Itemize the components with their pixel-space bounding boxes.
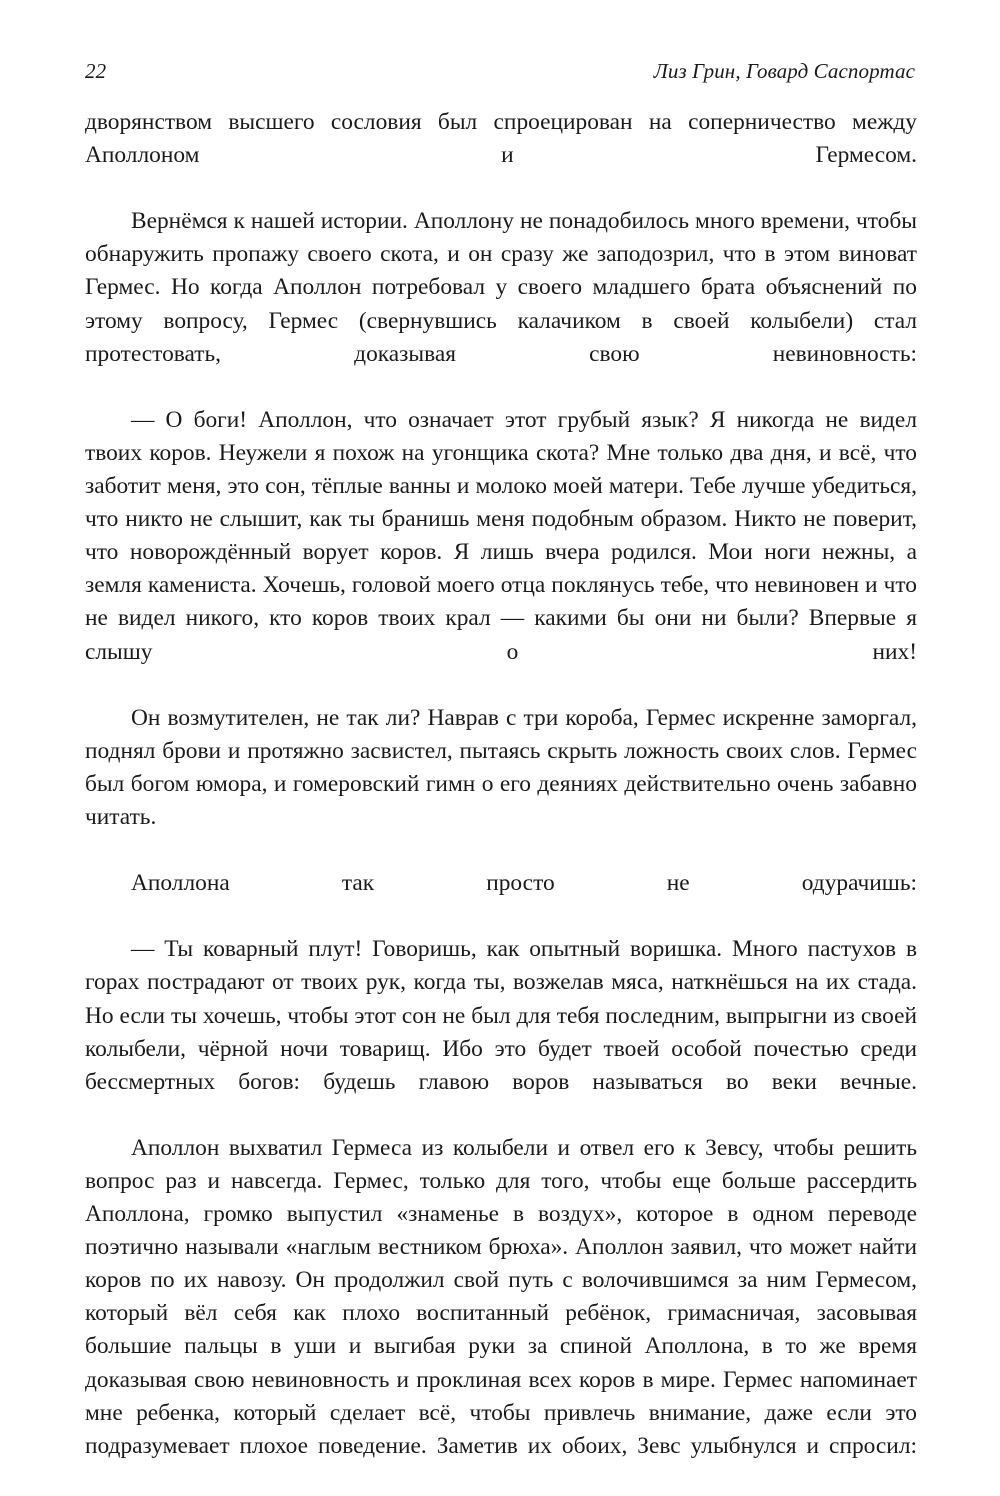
paragraph: Он возмутителен, не так ли? Наврав с три короба, Гермес искренне заморгал, поднял брови и протяжно засвистел, пытаясь скрыть ложность своих слов. Гермес был богом юмора, и гомеровский гимн о его деяниях действительно очень забавно читать. bbox=[85, 704, 917, 830]
running-head bbox=[85, 56, 915, 86]
paragraph: — Ты коварный плут! Говоришь, как опытный воришка. Много пастухов в горах пострадают от твоих рук, когда ты, возжелав мяса, наткнёшься на их стада. Но если ты хочешь, чтобы этот сон не был для тебя последним, выпрыгни из своей колыбели, чёрной ночи товарищ. Ибо это будет твоей особой почестью среди бессмертных богов: будешь главою воров называться во веки вечные. bbox=[85, 936, 917, 1095]
page-number: 22 bbox=[85, 59, 107, 83]
paragraph: Аполлон выхватил Гермеса из колыбели и отвел его к Зевсу, чтобы решить вопрос раз и навсегда. Гермес, только для того, чтобы еще больше рассердить Аполлона, громко выпустил «знаменье в воздух», которое в одном переводе поэтично называли «наглым вестником брюха». Аполлон заявил, что может найти коров по их навозу. Он продолжил свой путь с волочившимся за ним Гермесом, который вёл себя как плохо воспитанный ребёнок, гримасничая, засовывая большие пальцы в уши и выгибая руки за спиной Аполлона, в то же время доказывая свою невиновность и проклиная всех коров в мире. Гермес напоминает мне ребенка, который сделает всё, чтобы привлечь внимание, даже если это подразумевает плохое поведение. Заметив их обоих, Зевс улыбнулся и спросил: bbox=[85, 1134, 917, 1459]
paragraph: — О боги! Аполлон, что означает этот грубый язык? Я никогда не видел твоих коров. Неужели я похож на угонщика скота? Мне только два дня, и всё, что заботит меня, это сон, тёплые ванны и молоко моей матери. Тебе лучше убедиться, что никто не слышит, как ты бранишь меня подобным образом. Никто не поверит, что новорождённый ворует коров. Я лишь вчера родился. Мои ноги нежны, а земля камениста. Хочешь, головой моего отца поклянусь тебе, что невиновен и что не видел никого, кто коров твоих крал — какими бы они ни были? Впервые я слышу о них! bbox=[85, 406, 917, 665]
body-text-block bbox=[85, 106, 917, 1496]
paragraph: Вернёмся к нашей истории. Аполлону не понадобилось много времени, чтобы обнаружить пропажу своего скота, и он сразу же заподозрил, что в этом виноват Гермес. Но когда Аполлон потребовал у своего младшего брата объяснений по этому вопросу, Гермес (свернувшись калачиком в своей колыбели) стал протестовать, доказывая свою невиновность: bbox=[85, 208, 917, 367]
paragraph: дворянством высшего сословия был спроецирован на соперничество между Аполлоном и Гермесом. bbox=[85, 109, 917, 169]
paragraph: Аполлона так просто не одурачишь: bbox=[131, 870, 917, 897]
running-head-title: Лиз Грин, Говард Саспортас bbox=[653, 59, 915, 83]
